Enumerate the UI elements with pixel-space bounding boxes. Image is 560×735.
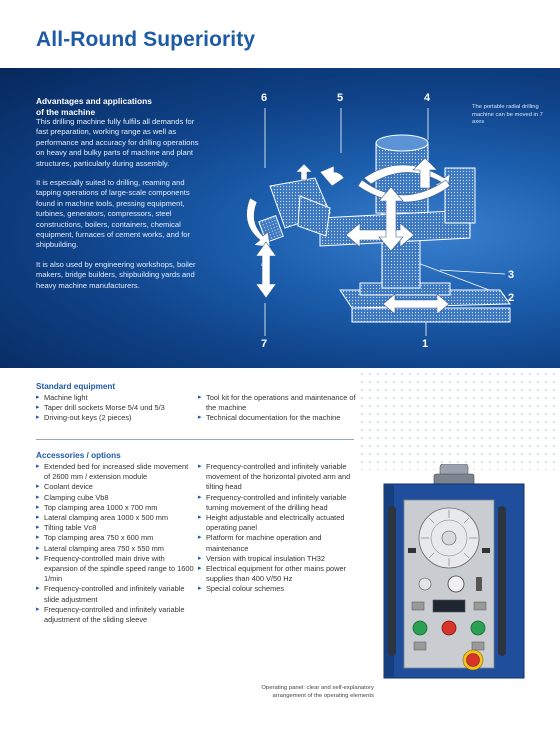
- list-item: ▸ Driving-out keys (2 pieces): [36, 413, 196, 423]
- list-item: ▸ Coolant device: [36, 482, 196, 492]
- list-item: ▸ Special colour schemes: [198, 584, 356, 594]
- hero-banner: [0, 68, 560, 368]
- intro-heading-line2: of the machine: [36, 106, 96, 117]
- list-item: ▸ Frequency-controlled and infinitely variable slide adjustment: [36, 584, 196, 604]
- list-item: ▸ Version with tropical insulation TH32: [198, 554, 356, 564]
- standard-equipment-section: [36, 382, 356, 392]
- axis-number-4: 4: [424, 92, 431, 104]
- accessories-section: [36, 451, 356, 461]
- list-item: ▸ Extended bed for increased slide movement of 2600 mm / extension module: [36, 462, 196, 482]
- list-item: ▸ Tilting table Vc8: [36, 523, 196, 533]
- list-item: ▸ Taper drill sockets Morse 5/4 und 5/3: [36, 403, 196, 413]
- axis-number-3: 3: [508, 269, 515, 281]
- list-item: ▸ Platform for machine operation and maintenance: [198, 533, 356, 553]
- list-item: ▸ Height adjustable and electrically actuated operating panel: [198, 513, 356, 533]
- intro-heading-line1: Advantages and applications: [36, 96, 152, 106]
- axes-note: The portable radial drilling machine can be moved in 7 axes: [472, 104, 543, 126]
- axis-number-1: 1: [422, 338, 429, 350]
- page-title: All-Round Superiority: [36, 28, 256, 51]
- list-item: ▸ Electrical equipment for other mains power supplies than 400 V/50 Hz: [198, 564, 356, 584]
- list-item: ▸ Top clamping area 750 x 600 mm: [36, 533, 196, 543]
- panel-caption: Operating panel: clear and self-explanatory arrangement of the operating elements: [261, 685, 374, 699]
- list-item: ▸ Technical documentation for the machine: [198, 413, 356, 423]
- intro-paragraph-1: This drilling machine fully fulfils all demands for fast preparation, working range as well as performance and accuracy for drilling operations on heavy and bulky parts of machine and plant structures, particularly during assembly.: [36, 117, 199, 168]
- intro-heading: [36, 96, 204, 117]
- intro-paragraph-3: It is also used by engineering workshops, boiler makers, bridge builders, shipbuilding yards and heavy machine manufacturers.: [36, 259, 196, 290]
- standard-equipment-heading: Standard equipment: [36, 382, 116, 391]
- axis-number-5: 5: [337, 92, 344, 104]
- intro-paragraph-2: It is especially suited to drilling, reaming and tapping operations of large-scale components found in machine tools, pressing equipment, turbines, generators, compressors, steel constructions, boilers, containers, chemical equipment, furnaces of cement works, and for shipbuilding.: [36, 178, 191, 250]
- standard-list-left: [36, 393, 196, 424]
- axis-number-7: 7: [261, 338, 268, 350]
- accessories-list-left: [36, 462, 196, 625]
- axis-number-6: 6: [261, 92, 268, 104]
- list-item: ▸ Tool kit for the operations and maintenance of the machine: [198, 393, 356, 413]
- accessories-heading: Accessories / options: [36, 451, 121, 460]
- list-item: ▸ Frequency-controlled and infinitely variable adjustment of the sliding sleeve: [36, 605, 196, 625]
- dot-pattern: [358, 370, 560, 470]
- list-item: ▸ Frequency-controlled and infinitely variable movement of the horizontal pivoted arm and tilting head: [198, 462, 356, 493]
- section-divider: [36, 439, 354, 440]
- standard-list-right: [198, 393, 356, 424]
- list-item: ▸ Frequency-controlled and infinitely variable turning movement of the drilling head: [198, 493, 356, 513]
- operating-panel-photo: [378, 464, 526, 680]
- list-item: ▸ Lateral clamping area 1000 x 500 mm: [36, 513, 196, 523]
- accessories-list-right: [198, 462, 356, 595]
- list-item: ▸ Machine light: [36, 393, 196, 403]
- list-item: ▸ Top clamping area 1000 x 700 mm: [36, 503, 196, 513]
- axis-number-2: 2: [508, 292, 515, 304]
- list-item: ▸ Frequency-controlled main drive with expansion of the spindle speed range to 1600 1/min: [36, 554, 196, 585]
- list-item: ▸ Lateral clamping area 750 x 550 mm: [36, 544, 196, 554]
- list-item: ▸ Clamping cube Vb8: [36, 493, 196, 503]
- intro-text: [36, 96, 204, 300]
